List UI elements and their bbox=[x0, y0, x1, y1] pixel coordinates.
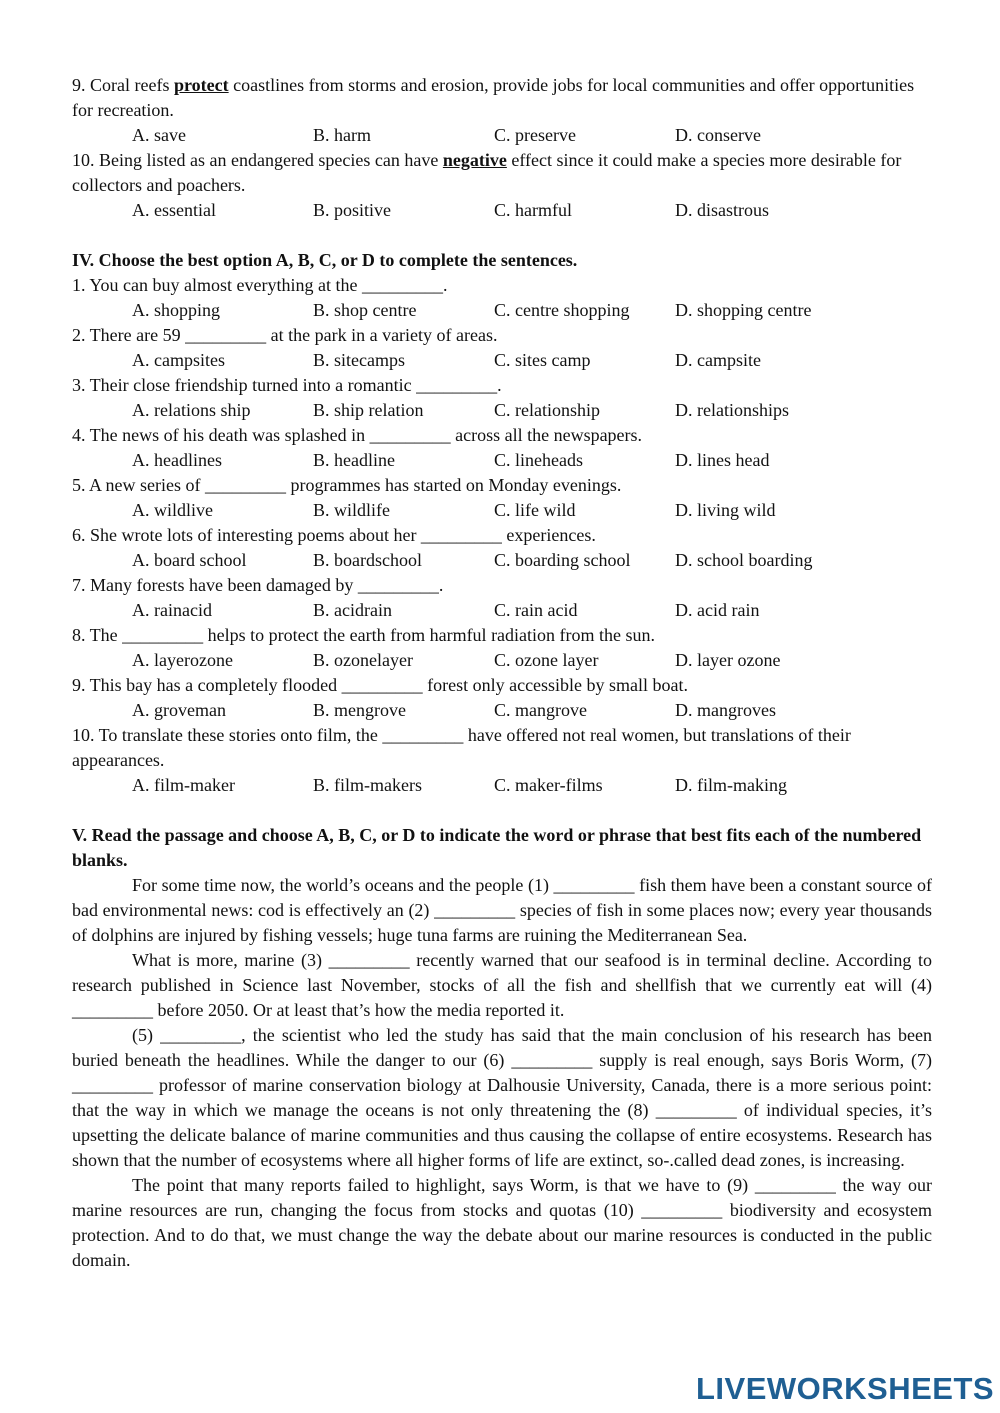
option-a[interactable]: A. film-maker bbox=[132, 775, 235, 795]
option-a[interactable]: A. wildlive bbox=[132, 500, 213, 520]
option-d[interactable]: D. acid rain bbox=[675, 600, 760, 620]
passage-paragraph: (5) _________, the scientist who led the study has said that the main conclusion of his research has been buried beneath the headlines. While the danger to our (6) _________ supply is real enough, says Boris Worm, (7) _________ professor of marine conservation biology at Dalhousie University, Canada, there is a more serious point: that the way in which we manage the oceans is not only threatening the (8) _________ of individual species, it’s upsetting the delicate balance of marine communities and thus causing the collapse of entire ecosystems. Research has shown that the number of ecosystems where all higher forms of life are extinct, so-.called dead zones, is increasing. bbox=[72, 1025, 932, 1170]
option-d[interactable]: D. layer ozone bbox=[675, 650, 781, 670]
options-row bbox=[72, 398, 932, 423]
option-b[interactable]: B. headline bbox=[313, 450, 395, 470]
option-a[interactable]: A. campsites bbox=[132, 350, 225, 370]
question-4-1: 1. You can buy almost everything at the _________. bbox=[72, 275, 448, 295]
question-3-10: 10. Being listed as an endangered species can have negative effect since it could make a species more desirable for collectors and poachers. bbox=[72, 150, 902, 195]
worksheet-page bbox=[72, 73, 932, 1273]
option-a[interactable]: A. board school bbox=[132, 550, 247, 570]
option-c[interactable]: C. maker-films bbox=[494, 775, 603, 795]
option-a[interactable]: A. shopping bbox=[132, 300, 221, 320]
options-row bbox=[72, 123, 932, 148]
option-c[interactable]: C. mangrove bbox=[494, 700, 587, 720]
option-b[interactable]: B. positive bbox=[313, 200, 392, 220]
option-a[interactable]: A. rainacid bbox=[132, 600, 212, 620]
liveworksheets-logo bbox=[690, 1371, 995, 1406]
key-word: protect bbox=[173, 75, 229, 95]
option-c[interactable]: C. boarding school bbox=[494, 550, 631, 570]
question-4-2: 2. There are 59 _________ at the park in a variety of areas. bbox=[72, 325, 498, 345]
question-4-4: 4. The news of his death was splashed in _________ across all the newspapers. bbox=[72, 425, 643, 445]
question-4-10: 10. To translate these stories onto film, the _________ have offered not real women, but translations of their appearances. bbox=[72, 725, 851, 770]
option-b[interactable]: B. acidrain bbox=[313, 600, 392, 620]
question-4-8: 8. The _________ helps to protect the earth from harmful radiation from the sun. bbox=[72, 625, 656, 645]
option-d[interactable]: D. campsite bbox=[675, 350, 761, 370]
option-c[interactable]: C. ozone layer bbox=[494, 650, 599, 670]
option-b[interactable]: B. sitecamps bbox=[313, 350, 405, 370]
options-row bbox=[72, 298, 932, 323]
option-b[interactable]: B. film-makers bbox=[313, 775, 422, 795]
section-4-questions bbox=[72, 273, 932, 798]
option-d[interactable]: D. school boarding bbox=[675, 550, 813, 570]
options-row bbox=[72, 598, 932, 623]
options-row bbox=[72, 498, 932, 523]
option-d[interactable]: D. living wild bbox=[675, 500, 776, 520]
passage-paragraph: For some time now, the world’s oceans and the people (1) _________ fish them have been a constant source of bad environmental news: cod is effectively an (2) _________ species of fish in some places now; every year thousands of dolphins are injured by fishing vessels; huge tuna farms are ruining the Mediterranean Sea. bbox=[72, 875, 932, 945]
option-d[interactable]: D. relationships bbox=[675, 400, 789, 420]
option-c[interactable]: C. sites camp bbox=[494, 350, 591, 370]
option-b[interactable]: B. ship relation bbox=[313, 400, 424, 420]
option-c[interactable]: C. harmful bbox=[494, 200, 572, 220]
passage-paragraph: What is more, marine (3) _________ recently warned that our seafood is in terminal decline. According to research published in Science last November, stocks of all the fish and shellfish that we currently eat will (4) _________ before 2050. Or at least that’s how the media reported it. bbox=[72, 950, 932, 1020]
option-d[interactable]: D. lines head bbox=[675, 450, 770, 470]
option-d[interactable]: D. film-making bbox=[675, 775, 787, 795]
question-4-6: 6. She wrote lots of interesting poems about her _________ experiences. bbox=[72, 525, 596, 545]
option-c[interactable]: C. relationship bbox=[494, 400, 600, 420]
options-row bbox=[72, 698, 932, 723]
option-c[interactable]: C. rain acid bbox=[494, 600, 578, 620]
option-b[interactable]: B. ozonelayer bbox=[313, 650, 413, 670]
option-d[interactable]: D. mangroves bbox=[675, 700, 776, 720]
option-a[interactable]: A. headlines bbox=[132, 450, 222, 470]
option-c[interactable]: C. lineheads bbox=[494, 450, 583, 470]
option-b[interactable]: B. mengrove bbox=[313, 700, 406, 720]
option-d[interactable]: D. shopping centre bbox=[675, 300, 812, 320]
logo-mark-icon bbox=[690, 1376, 692, 1402]
option-b[interactable]: B. wildlife bbox=[313, 500, 390, 520]
option-c[interactable]: C. life wild bbox=[494, 500, 576, 520]
logo-text: LIVEWORKSHEETS bbox=[696, 1371, 995, 1406]
question-4-7: 7. Many forests have been damaged by _________. bbox=[72, 575, 444, 595]
options-row bbox=[72, 448, 932, 473]
options-row bbox=[72, 348, 932, 373]
section-4-heading: IV. Choose the best option A, B, C, or D to complete the sentences. bbox=[72, 250, 578, 270]
option-a[interactable]: A. essential bbox=[132, 200, 216, 220]
option-d[interactable]: D. disastrous bbox=[675, 200, 769, 220]
question-4-3: 3. Their close friendship turned into a romantic _________. bbox=[72, 375, 502, 395]
options-row bbox=[72, 773, 932, 798]
option-c[interactable]: C. preserve bbox=[494, 125, 576, 145]
option-d[interactable]: D. conserve bbox=[675, 125, 761, 145]
option-b[interactable]: B. shop centre bbox=[313, 300, 417, 320]
option-a[interactable]: A. groveman bbox=[132, 700, 226, 720]
option-a[interactable]: A. relations ship bbox=[132, 400, 251, 420]
options-row bbox=[72, 648, 932, 673]
question-4-9: 9. This bay has a completely flooded _________ forest only accessible by small boat. bbox=[72, 675, 689, 695]
options-row bbox=[72, 548, 932, 573]
option-b[interactable]: B. harm bbox=[313, 125, 371, 145]
section-5-heading: V. Read the passage and choose A, B, C, or D to indicate the word or phrase that best fits each of the numbered blanks. bbox=[72, 825, 922, 870]
question-4-5: 5. A new series of _________ programmes has started on Monday evenings. bbox=[72, 475, 622, 495]
question-3-9: 9. Coral reefs protect coastlines from storms and erosion, provide jobs for local communities and offer opportunities for recreation. bbox=[72, 75, 915, 120]
passage-paragraph: The point that many reports failed to highlight, says Worm, is that we have to (9) _________ the way our marine resources are run, changing the focus from stocks and quotas (10) _________ biodiversity and ecosystem protection. And to do that, we must change the way the debate about our marine resources is conducted in the public domain. bbox=[72, 1175, 932, 1270]
option-a[interactable]: A. layerozone bbox=[132, 650, 233, 670]
option-a[interactable]: A. save bbox=[132, 125, 186, 145]
option-c[interactable]: C. centre shopping bbox=[494, 300, 630, 320]
option-b[interactable]: B. boardschool bbox=[313, 550, 422, 570]
key-word: negative bbox=[442, 150, 507, 170]
options-row bbox=[72, 198, 932, 223]
